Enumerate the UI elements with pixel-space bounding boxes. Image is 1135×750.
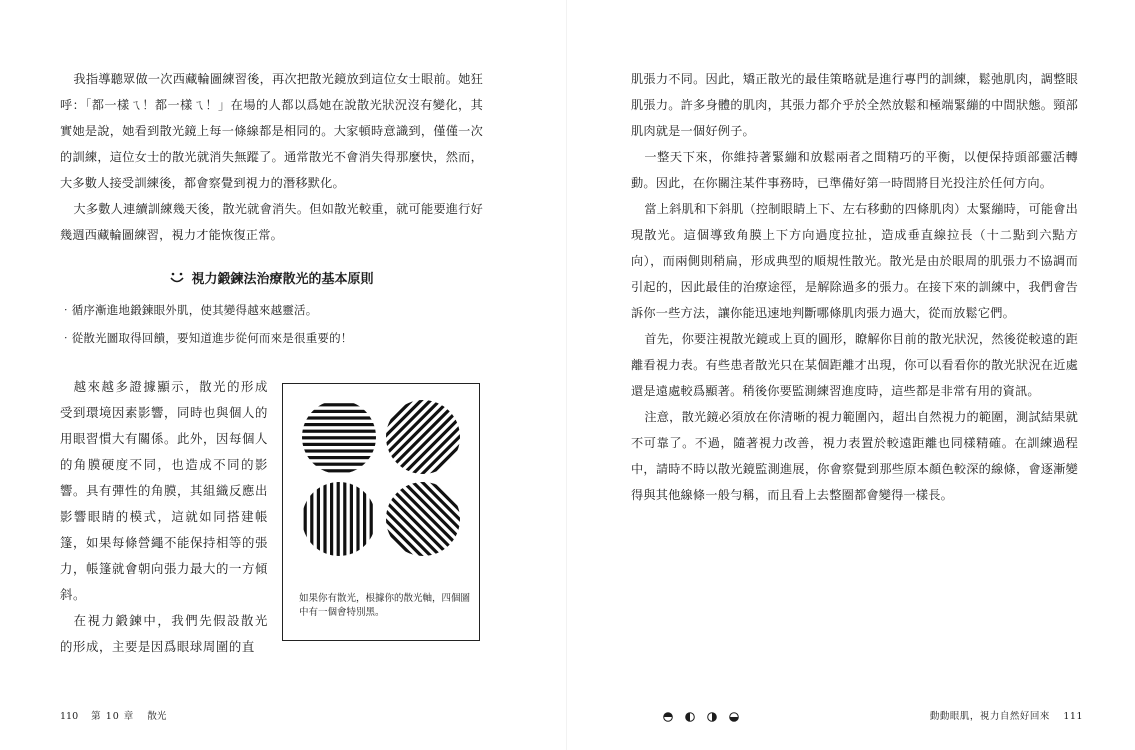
stripe bbox=[317, 472, 320, 566]
paragraph: 大多數人連續訓練幾天後，散光就會消失。但如散光較重，就可能要進行好幾週西藏輪圖練習，視力才能恢復正常。 bbox=[60, 202, 483, 242]
stripe bbox=[292, 449, 386, 452]
stripe bbox=[330, 472, 333, 566]
stripe bbox=[292, 403, 386, 406]
half-circle-left-icon bbox=[685, 707, 695, 717]
footer-icons bbox=[663, 707, 739, 717]
stripe bbox=[350, 472, 353, 566]
stripe bbox=[292, 390, 386, 393]
left-page bbox=[0, 0, 567, 750]
stripe bbox=[323, 472, 326, 566]
right-page bbox=[567, 0, 1135, 750]
stripe bbox=[292, 410, 386, 413]
vertical-lines-circle bbox=[292, 390, 386, 486]
stripe bbox=[376, 472, 379, 566]
stripe bbox=[292, 463, 386, 466]
paragraph: 在視力鍛鍊中，我們先假設散光的形成，主要是因爲眼球周圍的直 bbox=[60, 613, 268, 654]
paragraph: 當上斜肌和下斜肌（控制眼睛上下、左右移動的四條肌肉）太緊繃時，可能會出現散光。這個導致角膜上下方向過度拉扯，造成垂直線拉長（十二點到六點方向），而兩側則稍扁，形成典型的順規性散光。散光是由於眼周的肌張力不協調而引起的，因此最佳的治療途徑，是解除過多的張力。在接下來的訓練中，我們會告訴你一些方法，讓你能迅速地判斷哪條肌肉張力過大，從而放鬆它們。 bbox=[631, 202, 1078, 320]
stripe bbox=[292, 456, 386, 459]
stripe bbox=[292, 397, 386, 400]
left-footer bbox=[60, 708, 176, 722]
stripe bbox=[292, 416, 386, 419]
section-title: 視力鍛鍊法治療散光的基本原則 bbox=[191, 272, 374, 287]
stripe bbox=[292, 443, 386, 446]
bullet-item: ‧循序漸進地鍛鍊眼外肌，使其變得越來越靈活。 bbox=[60, 303, 318, 317]
half-circle-top-icon bbox=[663, 707, 673, 717]
paragraph: 我指導聽眾做一次西藏輪圖練習後，再次把散光鏡放到這位女士眼前。她狂呼：「都一樣ㄟ！都一樣ㄟ！」在場的人都以爲她在說散光狀況沒有變化，其實她是說，她看到散光鏡上每一條線都是相同的。大家頓時意識到，僅僅一次的訓練，這位女士的散光就消失無蹤了。通常散光不會消失得那麼快，然而，大多數人接受訓練後，都會察覺到視力的潛移默化。 bbox=[60, 72, 483, 190]
astigmatism-chart-figure bbox=[282, 383, 480, 641]
stripe bbox=[370, 472, 373, 566]
stripe bbox=[304, 472, 307, 566]
stripe bbox=[292, 430, 386, 433]
right-text bbox=[631, 66, 1078, 508]
paragraph: 肌張力不同。因此，矯正散光的最佳策略就是進行專門的訓練，鬆弛肌肉，調整眼肌張力。許多身體的肌肉，其張力都介乎於全然放鬆和極端緊繃的中間狀態。頸部肌肉就是一個好例子。 bbox=[631, 72, 1078, 138]
stripe bbox=[292, 436, 386, 439]
bullet-list bbox=[60, 296, 483, 352]
stripe bbox=[363, 472, 366, 566]
smile-icon bbox=[169, 271, 185, 289]
left-top-text bbox=[60, 66, 483, 248]
stripe bbox=[343, 472, 346, 566]
paragraph: 越來越多證據顯示，散光的形成受到環境因素影響，同時也與個人的用眼習慣大有關係。此外，因每個人的角膜硬度不同，也造成不同的影響。具有彈性的角膜，其組織反應出影響眼睛的模式，這就如同搭建帳篷，如果每條營繩不能保持相等的張力，帳篷就會朝向張力最大的一方傾斜。 bbox=[60, 379, 268, 602]
left-narrow-text bbox=[60, 374, 268, 660]
stripe bbox=[337, 472, 340, 566]
stripe bbox=[290, 472, 293, 566]
book-title: 動動眼肌，視力自然好回來 bbox=[929, 711, 1050, 722]
half-circle-bottom-icon bbox=[729, 707, 739, 717]
stripe bbox=[356, 472, 359, 566]
half-circle-right-icon bbox=[707, 707, 717, 717]
page-number: 111 bbox=[1063, 711, 1083, 722]
astigmatism-chart bbox=[283, 384, 479, 584]
stripe bbox=[292, 423, 386, 426]
section-heading bbox=[60, 268, 483, 289]
paragraph: 注意，散光鏡必須放在你清晰的視力範圍內，超出自然視力的範圍，測試結果就不可靠了。不過，隨著視力改善，視力表置於較遠距離也同樣精確。在訓練過程中，請時不時以散光鏡監測進展，你會察覺到那些原本顏色較深的線條，會逐漸變得與其他線條一般勻稱，而且看上去整圈都會變得一樣長。 bbox=[631, 410, 1078, 502]
right-footer bbox=[920, 708, 1083, 722]
stripe bbox=[292, 469, 386, 472]
stripe bbox=[292, 476, 386, 479]
bullet-item: ‧從散光圖取得回饋，要知道進步從何而來是很重要的！ bbox=[60, 331, 353, 345]
stripe bbox=[383, 472, 386, 566]
chapter-title: 散光 bbox=[147, 711, 167, 722]
page-number: 110 bbox=[60, 711, 79, 722]
paragraph: 首先，你要注視散光鏡或上頁的圓形，瞭解你目前的散光狀況，然後從較遠的距離看視力表。有些患者散光只在某個距離才出現，你可以看看你的散光狀況在近處還是遠處較爲顯著。稍後你要監測練習進度時，這些都是非常有用的資訊。 bbox=[631, 332, 1078, 398]
stripe bbox=[297, 472, 300, 566]
horizontal-lines-circle bbox=[290, 472, 386, 566]
paragraph: 一整天下來，你維持著緊繃和放鬆兩者之間精巧的平衡，以便保持頭部靈活轉動。因此，在你關注某件事務時，已準備好第一時間將目光投注於任何方向。 bbox=[631, 150, 1078, 190]
chapter-label: 第 10 章 bbox=[91, 711, 135, 722]
stripe bbox=[310, 472, 313, 566]
figure-caption: 如果你有散光，根據你的散光軸，四個圖中有一個會特別黑。 bbox=[299, 593, 471, 618]
diagonal-up-lines-circle bbox=[355, 453, 479, 584]
